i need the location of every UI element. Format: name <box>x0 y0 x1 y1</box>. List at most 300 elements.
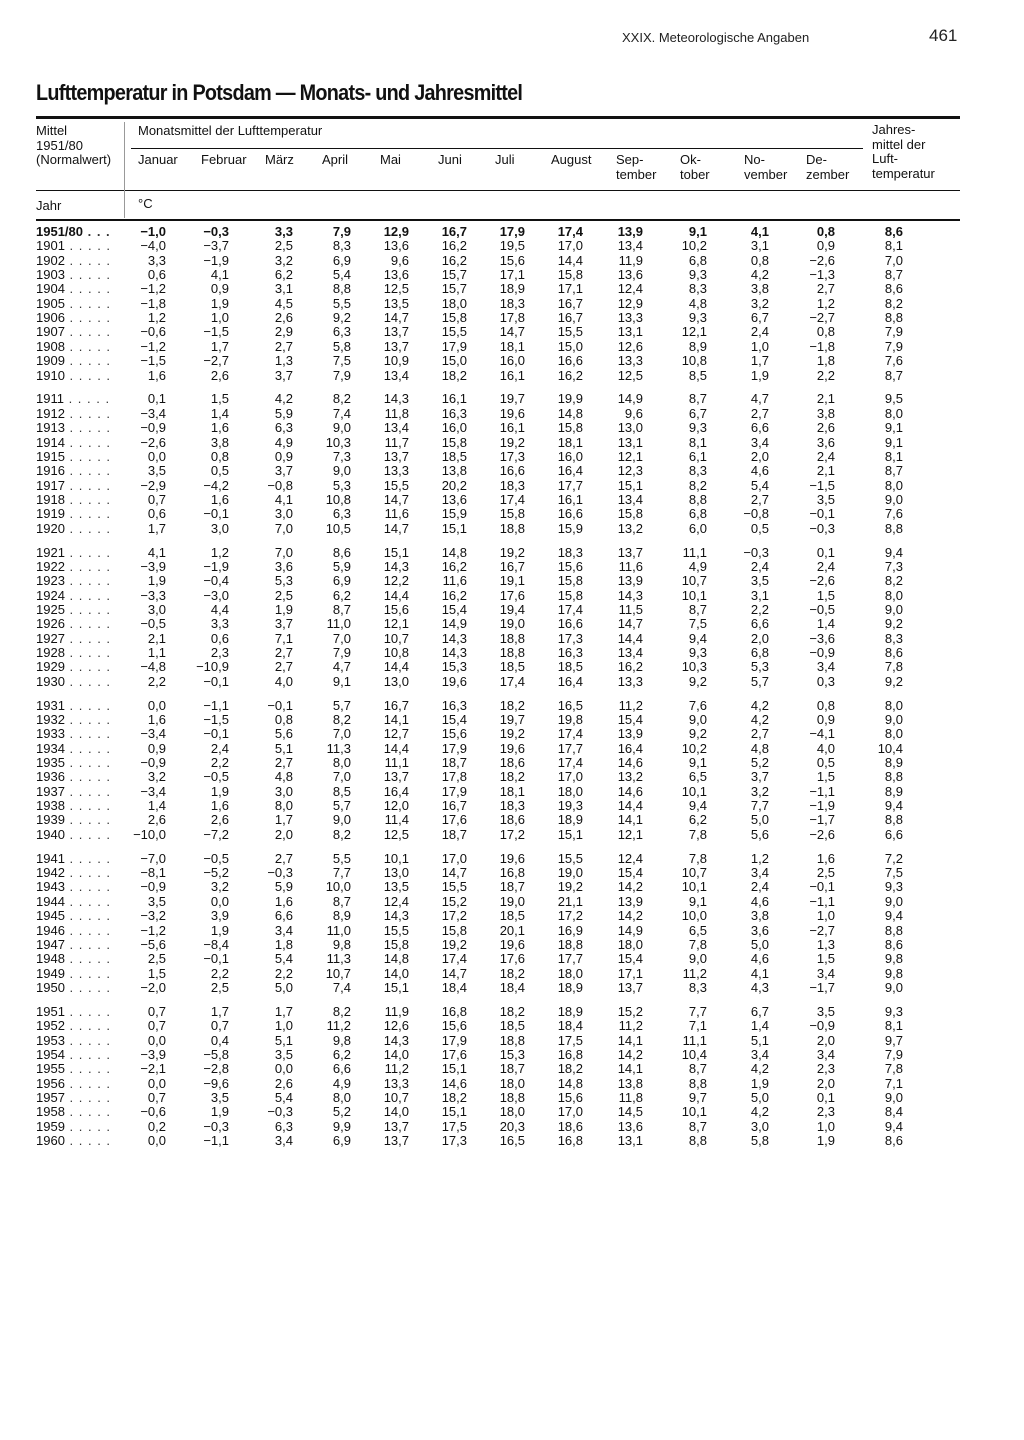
month-value-cell: 16,7 <box>499 558 525 574</box>
month-value-cell: 7,8 <box>688 850 707 866</box>
month-value-cell: 12,4 <box>617 850 643 866</box>
year-cell <box>36 311 111 325</box>
year-cell <box>36 450 111 464</box>
month-value-cell: −3,7 <box>203 238 229 254</box>
annual-value-cell: 7,9 <box>884 338 903 354</box>
month-header-line: vember <box>744 166 788 182</box>
unit-label: °C <box>138 196 153 211</box>
month-value-cell: 6,0 <box>688 520 707 536</box>
month-value-cell: 0,2 <box>147 1118 166 1134</box>
year-label: 1911 <box>36 391 64 407</box>
leader-dots: . . . . . <box>64 979 112 995</box>
month-value-cell: −0,1 <box>809 506 835 522</box>
month-value-cell: 17,9 <box>441 783 467 799</box>
month-value-cell: −1,5 <box>140 353 166 369</box>
month-value-cell: 17,6 <box>441 812 467 828</box>
month-value-cell: 19,2 <box>441 936 467 952</box>
month-value-cell: 17,4 <box>557 224 583 239</box>
leader-dots: . . . . . <box>64 281 112 297</box>
month-value-cell: 18,4 <box>441 979 467 995</box>
month-value-cell: −2,6 <box>140 434 166 450</box>
year-cell <box>36 522 111 536</box>
month-value-cell: 16,7 <box>441 798 467 814</box>
month-value-cell: 15,4 <box>441 712 467 727</box>
month-value-cell: 2,1 <box>816 391 835 407</box>
year-cell <box>36 574 111 588</box>
month-value-cell: 13,6 <box>617 1118 643 1134</box>
year-cell <box>36 828 111 842</box>
month-value-cell: 16,2 <box>557 367 583 383</box>
month-value-cell: 16,8 <box>499 865 525 881</box>
annual-value-cell: 8,2 <box>884 295 903 311</box>
month-value-cell: 0,9 <box>147 740 166 756</box>
month-value-cell: −0,4 <box>203 573 229 589</box>
annual-value-cell: 6,6 <box>884 826 903 842</box>
annual-value-cell: 9,0 <box>884 491 903 507</box>
month-value-cell: 18,0 <box>557 965 583 981</box>
month-value-cell: 1,7 <box>750 353 769 369</box>
month-value-cell: 5,3 <box>750 659 769 675</box>
month-value-cell: 13,4 <box>617 645 643 660</box>
year-label: 1930 <box>36 673 65 689</box>
month-value-cell: −0,3 <box>267 865 293 881</box>
annual-value-cell: 10,4 <box>877 740 903 756</box>
month-value-cell: 14,7 <box>383 310 409 326</box>
month-value-cell: 18,2 <box>499 1003 525 1019</box>
month-header-line: tember <box>616 166 657 182</box>
month-value-cell: 7,3 <box>332 448 351 464</box>
month-value-cell: 3,5 <box>210 1089 229 1105</box>
month-value-cell: −3,4 <box>140 726 166 742</box>
year-label: 1923 <box>36 573 65 589</box>
month-value-cell: 16,1 <box>499 420 525 436</box>
month-value-cell: 1,5 <box>210 391 229 407</box>
month-header <box>138 153 178 168</box>
month-value-cell: 6,5 <box>688 922 707 938</box>
month-value-cell: 9,1 <box>688 755 707 771</box>
year-cell <box>36 464 111 478</box>
month-value-cell: 4,1 <box>750 965 769 981</box>
month-value-cell: 5,7 <box>332 798 351 814</box>
year-cell <box>36 1105 111 1119</box>
month-value-cell: 1,4 <box>816 616 835 632</box>
month-value-cell: 1,9 <box>210 295 229 311</box>
month-value-cell: 18,7 <box>499 879 525 895</box>
month-value-cell: 18,2 <box>499 965 525 981</box>
month-value-cell: 14,3 <box>383 1032 409 1048</box>
month-value-cell: 16,8 <box>557 1133 583 1148</box>
month-value-cell: 20,1 <box>499 922 525 938</box>
month-value-cell: 11,2 <box>682 965 707 981</box>
month-value-cell: 14,8 <box>383 951 409 967</box>
month-value-cell: 16,6 <box>499 463 525 479</box>
month-value-cell: 15,2 <box>617 1003 643 1019</box>
month-value-cell: 1,3 <box>816 936 835 952</box>
month-value-cell: −2,7 <box>809 922 835 938</box>
month-value-cell: 5,4 <box>274 951 293 967</box>
month-value-cell: 15,9 <box>557 520 583 536</box>
month-value-cell: 16,7 <box>383 697 409 713</box>
annual-value-cell: 8,0 <box>884 587 903 603</box>
month-value-cell: 12,1 <box>681 324 707 340</box>
leader-dots: . . . . . <box>64 879 112 895</box>
year-cell <box>36 1062 111 1076</box>
month-value-cell: 15,1 <box>557 826 583 842</box>
month-value-cell: −3,4 <box>140 783 166 799</box>
month-value-cell: 3,6 <box>816 434 835 450</box>
month-value-cell: 1,0 <box>816 908 835 924</box>
leader-dots: . . . . . <box>64 477 112 493</box>
month-value-cell: 8,7 <box>688 1118 707 1134</box>
month-value-cell: 1,9 <box>274 601 293 617</box>
month-value-cell: 14,2 <box>617 879 643 895</box>
month-value-cell: 8,7 <box>688 1061 707 1077</box>
month-value-cell: 16,7 <box>557 295 583 311</box>
month-value-cell: −1,2 <box>140 922 166 938</box>
month-value-cell: 3,5 <box>816 491 835 507</box>
leader-dots: . . . . . <box>64 520 112 536</box>
month-value-cell: 2,2 <box>147 673 166 689</box>
month-value-cell: −2,7 <box>809 310 835 326</box>
leader-dots: . . . . . <box>64 1133 112 1148</box>
annual-value-cell: 7,6 <box>884 353 903 369</box>
month-value-cell: 11,3 <box>326 951 351 967</box>
month-value-cell: 15,0 <box>441 353 467 369</box>
month-value-cell: 17,0 <box>557 1104 583 1120</box>
annual-value-cell: 9,0 <box>884 1089 903 1105</box>
month-value-cell: 3,5 <box>750 573 769 589</box>
month-value-cell: −5,6 <box>140 936 166 952</box>
stub-divider <box>124 122 125 218</box>
year-label: 1921 <box>36 544 65 560</box>
annual-value-cell: 9,4 <box>884 798 903 814</box>
year-label: 1940 <box>36 826 65 842</box>
month-value-cell: 13,4 <box>383 420 409 436</box>
month-value-cell: 15,8 <box>383 936 409 952</box>
month-value-cell: 19,7 <box>499 391 525 407</box>
month-value-cell: 6,2 <box>688 812 707 828</box>
month-value-cell: 14,9 <box>441 616 467 632</box>
month-value-cell: 18,6 <box>557 1118 583 1134</box>
year-label: 1925 <box>36 601 65 617</box>
month-value-cell: −4,1 <box>809 726 835 742</box>
month-value-cell: −3,6 <box>809 630 835 646</box>
month-value-cell: 1,2 <box>210 544 229 560</box>
annual-value-cell: 9,3 <box>884 879 903 895</box>
month-value-cell: 1,8 <box>274 936 293 952</box>
month-value-cell: 6,6 <box>750 616 769 632</box>
month-value-cell: 6,6 <box>332 1061 351 1077</box>
month-value-cell: 7,7 <box>688 1003 707 1019</box>
month-value-cell: 15,1 <box>617 477 643 493</box>
annual-value-cell: 7,0 <box>884 252 903 268</box>
annual-value-cell: 8,6 <box>884 645 903 660</box>
month-value-cell: 17,8 <box>441 769 467 785</box>
month-value-cell: −10,0 <box>133 826 166 842</box>
year-label: 1906 <box>36 310 65 326</box>
month-header-line: De- <box>806 152 827 167</box>
month-value-cell: 8,9 <box>688 338 707 354</box>
month-value-cell: 2,3 <box>210 645 229 660</box>
month-value-cell: 16,4 <box>383 783 409 799</box>
month-value-cell: 6,8 <box>688 252 707 268</box>
month-value-cell: −4,0 <box>140 238 166 254</box>
month-value-cell: 5,0 <box>750 936 769 952</box>
month-value-cell: 0,7 <box>147 1018 166 1034</box>
month-header-line: Januar <box>138 152 178 167</box>
year-label: 1936 <box>36 769 65 785</box>
month-value-cell: 18,6 <box>499 812 525 828</box>
month-value-cell: 4,0 <box>816 740 835 756</box>
month-value-cell: −2,6 <box>809 573 835 589</box>
month-value-cell: 6,9 <box>332 252 351 268</box>
leader-dots: . . . . . <box>64 850 112 866</box>
month-value-cell: 17,8 <box>499 310 525 326</box>
month-value-cell: 14,7 <box>617 616 643 632</box>
leader-dots: . . . . . <box>64 755 112 771</box>
month-value-cell: 17,0 <box>441 850 467 866</box>
month-value-cell: 9,0 <box>332 812 351 828</box>
month-value-cell: 5,6 <box>750 826 769 842</box>
month-value-cell: 6,3 <box>274 420 293 436</box>
annual-value-cell: 8,0 <box>884 405 903 421</box>
annual-value-cell: 8,2 <box>884 573 903 589</box>
leader-dots: . . . . . <box>64 324 112 340</box>
month-value-cell: 19,2 <box>557 879 583 895</box>
month-value-cell: 5,7 <box>750 673 769 689</box>
month-value-cell: 0,7 <box>210 1018 229 1034</box>
month-value-cell: 9,2 <box>332 310 351 326</box>
leader-dots: . . . . . <box>64 645 112 660</box>
month-value-cell: 8,1 <box>688 434 707 450</box>
year-label: 1956 <box>36 1075 65 1091</box>
year-label: 1937 <box>36 783 65 799</box>
month-value-cell: 15,7 <box>441 281 467 297</box>
page-number: 461 <box>929 26 958 45</box>
leader-dots: . . . . . <box>64 865 112 881</box>
month-value-cell: 5,8 <box>332 338 351 354</box>
year-cell <box>36 603 111 617</box>
month-value-cell: 8,5 <box>688 367 707 383</box>
month-value-cell: 15,3 <box>499 1046 525 1062</box>
month-value-cell: 3,3 <box>210 616 229 632</box>
month-value-cell: 13,0 <box>383 865 409 881</box>
month-value-cell: 5,0 <box>750 1089 769 1105</box>
month-value-cell: 0,7 <box>147 1003 166 1019</box>
month-value-cell: 4,4 <box>210 601 229 617</box>
year-label: 1953 <box>36 1032 65 1048</box>
year-label: 1935 <box>36 755 65 771</box>
month-value-cell: 3,9 <box>210 908 229 924</box>
month-value-cell: 14,6 <box>441 1075 467 1091</box>
month-value-cell: 14,0 <box>383 965 409 981</box>
month-value-cell: −0,5 <box>203 769 229 785</box>
year-label: 1922 <box>36 558 65 574</box>
month-value-cell: 10,7 <box>383 1089 409 1105</box>
month-value-cell: 0,7 <box>147 491 166 507</box>
year-cell <box>36 340 111 354</box>
month-value-cell: 3,8 <box>816 405 835 421</box>
month-value-cell: 11,8 <box>618 1089 643 1105</box>
month-value-cell: 5,9 <box>274 405 293 421</box>
leader-dots: . . . . . <box>64 1018 112 1034</box>
month-value-cell: 13,7 <box>617 544 643 560</box>
month-value-cell: 13,3 <box>617 673 643 689</box>
month-value-cell: 3,2 <box>210 879 229 895</box>
month-value-cell: 6,9 <box>332 1133 351 1148</box>
year-cell <box>36 1019 111 1033</box>
month-value-cell: 5,8 <box>750 1133 769 1148</box>
month-value-cell: 0,5 <box>210 463 229 479</box>
month-value-cell: 4,2 <box>274 391 293 407</box>
month-value-cell: 2,5 <box>147 951 166 967</box>
month-value-cell: 14,8 <box>557 405 583 421</box>
month-value-cell: 2,7 <box>274 659 293 675</box>
annual-value-cell: 8,8 <box>884 922 903 938</box>
month-value-cell: 17,9 <box>441 1032 467 1048</box>
month-value-cell: 11,1 <box>384 755 409 771</box>
month-value-cell: 12,5 <box>383 826 409 842</box>
month-value-cell: −4,2 <box>203 477 229 493</box>
annual-value-cell: 9,0 <box>884 979 903 995</box>
month-value-cell: 7,0 <box>332 726 351 742</box>
leader-dots: . . . . . <box>64 965 112 981</box>
month-value-cell: 3,4 <box>750 865 769 881</box>
year-label: 1919 <box>36 506 65 522</box>
leader-dots: . . . . . <box>64 659 112 675</box>
month-value-cell: −3,0 <box>203 587 229 603</box>
year-label: 1946 <box>36 922 65 938</box>
month-value-cell: 0,5 <box>750 520 769 536</box>
month-value-cell: 11,4 <box>384 812 409 828</box>
month-value-cell: 5,2 <box>750 755 769 771</box>
annual-value-cell: 8,8 <box>884 310 903 326</box>
month-value-cell: −5,2 <box>203 865 229 881</box>
month-value-cell: 4,9 <box>274 434 293 450</box>
month-value-cell: 2,6 <box>274 310 293 326</box>
month-value-cell: 17,3 <box>499 448 525 464</box>
month-value-cell: 1,2 <box>147 310 166 326</box>
month-header-line: März <box>265 152 294 167</box>
month-value-cell: 19,2 <box>499 544 525 560</box>
month-value-cell: 10,7 <box>681 865 707 881</box>
month-value-cell: −0,6 <box>140 1104 166 1120</box>
month-value-cell: 1,6 <box>816 850 835 866</box>
month-value-cell: 13,3 <box>617 310 643 326</box>
year-cell <box>36 660 111 674</box>
month-value-cell: 17,5 <box>441 1118 467 1134</box>
month-value-cell: 2,3 <box>816 1104 835 1120</box>
month-value-cell: 0,0 <box>147 448 166 464</box>
month-value-cell: 18,3 <box>499 295 525 311</box>
year-label: 1933 <box>36 726 65 742</box>
month-value-cell: 0,9 <box>816 238 835 254</box>
year-label: 1938 <box>36 798 65 814</box>
month-value-cell: 15,1 <box>383 979 409 995</box>
month-value-cell: 13,6 <box>617 267 643 283</box>
month-value-cell: 12,1 <box>617 826 643 842</box>
month-value-cell: 3,2 <box>274 252 293 268</box>
month-header <box>201 153 247 168</box>
month-value-cell: 2,7 <box>750 405 769 421</box>
leader-dots: . . . . . <box>64 338 112 354</box>
annual-header-line: Jahres- <box>872 122 916 137</box>
month-value-cell: 14,8 <box>441 544 467 560</box>
month-value-cell: 16,3 <box>441 405 467 421</box>
month-value-cell: 6,2 <box>274 267 293 283</box>
header-mid-rule <box>36 190 960 191</box>
leader-dots: . . . . . <box>64 587 112 603</box>
month-value-cell: 14,4 <box>617 630 643 646</box>
leader-dots: . . . . . <box>64 1003 112 1019</box>
month-value-cell: 13,3 <box>617 353 643 369</box>
month-value-cell: 0,6 <box>147 267 166 283</box>
annual-value-cell: 7,3 <box>884 558 903 574</box>
annual-header-line: temperatur <box>872 165 935 181</box>
month-value-cell: 6,3 <box>332 506 351 522</box>
month-value-cell: 17,2 <box>499 826 525 842</box>
month-value-cell: 8,9 <box>332 908 351 924</box>
month-value-cell: 8,7 <box>332 601 351 617</box>
month-value-cell: 3,1 <box>750 238 769 254</box>
month-value-cell: 9,4 <box>688 630 707 646</box>
month-value-cell: 11,2 <box>618 1018 643 1034</box>
month-value-cell: 8,5 <box>332 783 351 799</box>
month-value-cell: 16,8 <box>441 1003 467 1019</box>
month-value-cell: 0,8 <box>816 697 835 713</box>
annual-value-cell: 9,7 <box>884 1032 903 1048</box>
month-value-cell: 1,0 <box>274 1018 293 1034</box>
month-value-cell: 18,0 <box>441 295 467 311</box>
month-value-cell: 13,2 <box>617 769 643 785</box>
year-cell <box>36 407 111 421</box>
month-value-cell: −2,6 <box>809 252 835 268</box>
month-value-cell: 2,1 <box>147 630 166 646</box>
month-value-cell: 5,9 <box>274 879 293 895</box>
month-value-cell: 16,7 <box>441 224 467 239</box>
month-value-cell: 15,6 <box>557 1089 583 1105</box>
month-value-cell: 5,1 <box>274 1032 293 1048</box>
month-value-cell: 12,4 <box>383 893 409 909</box>
month-value-cell: 5,6 <box>274 726 293 742</box>
year-header: Jahr <box>36 198 62 213</box>
leader-dots: . . . . . <box>64 893 112 909</box>
month-value-cell: 6,7 <box>750 310 769 326</box>
month-value-cell: 1,6 <box>210 798 229 814</box>
month-value-cell: 3,5 <box>147 893 166 909</box>
annual-value-cell: 8,6 <box>884 224 903 239</box>
month-value-cell: 15,5 <box>441 324 467 340</box>
month-value-cell: 8,8 <box>688 491 707 507</box>
month-value-cell: 4,7 <box>750 391 769 407</box>
month-value-cell: 9,7 <box>688 1089 707 1105</box>
month-value-cell: 7,0 <box>274 520 293 536</box>
month-value-cell: 4,1 <box>210 267 229 283</box>
month-value-cell: −2,0 <box>140 979 166 995</box>
month-value-cell: 12,2 <box>383 573 409 589</box>
month-value-cell: 2,6 <box>147 812 166 828</box>
month-value-cell: 15,1 <box>383 544 409 560</box>
month-value-cell: 7,5 <box>688 616 707 632</box>
month-value-cell: 1,7 <box>210 1003 229 1019</box>
month-value-cell: 7,1 <box>274 630 293 646</box>
month-value-cell: 18,5 <box>441 448 467 464</box>
leader-dots: . . . . . <box>64 1046 112 1062</box>
month-value-cell: 13,9 <box>617 893 643 909</box>
annual-value-cell: 7,6 <box>884 506 903 522</box>
month-value-cell: 5,3 <box>332 477 351 493</box>
month-value-cell: 16,4 <box>557 463 583 479</box>
